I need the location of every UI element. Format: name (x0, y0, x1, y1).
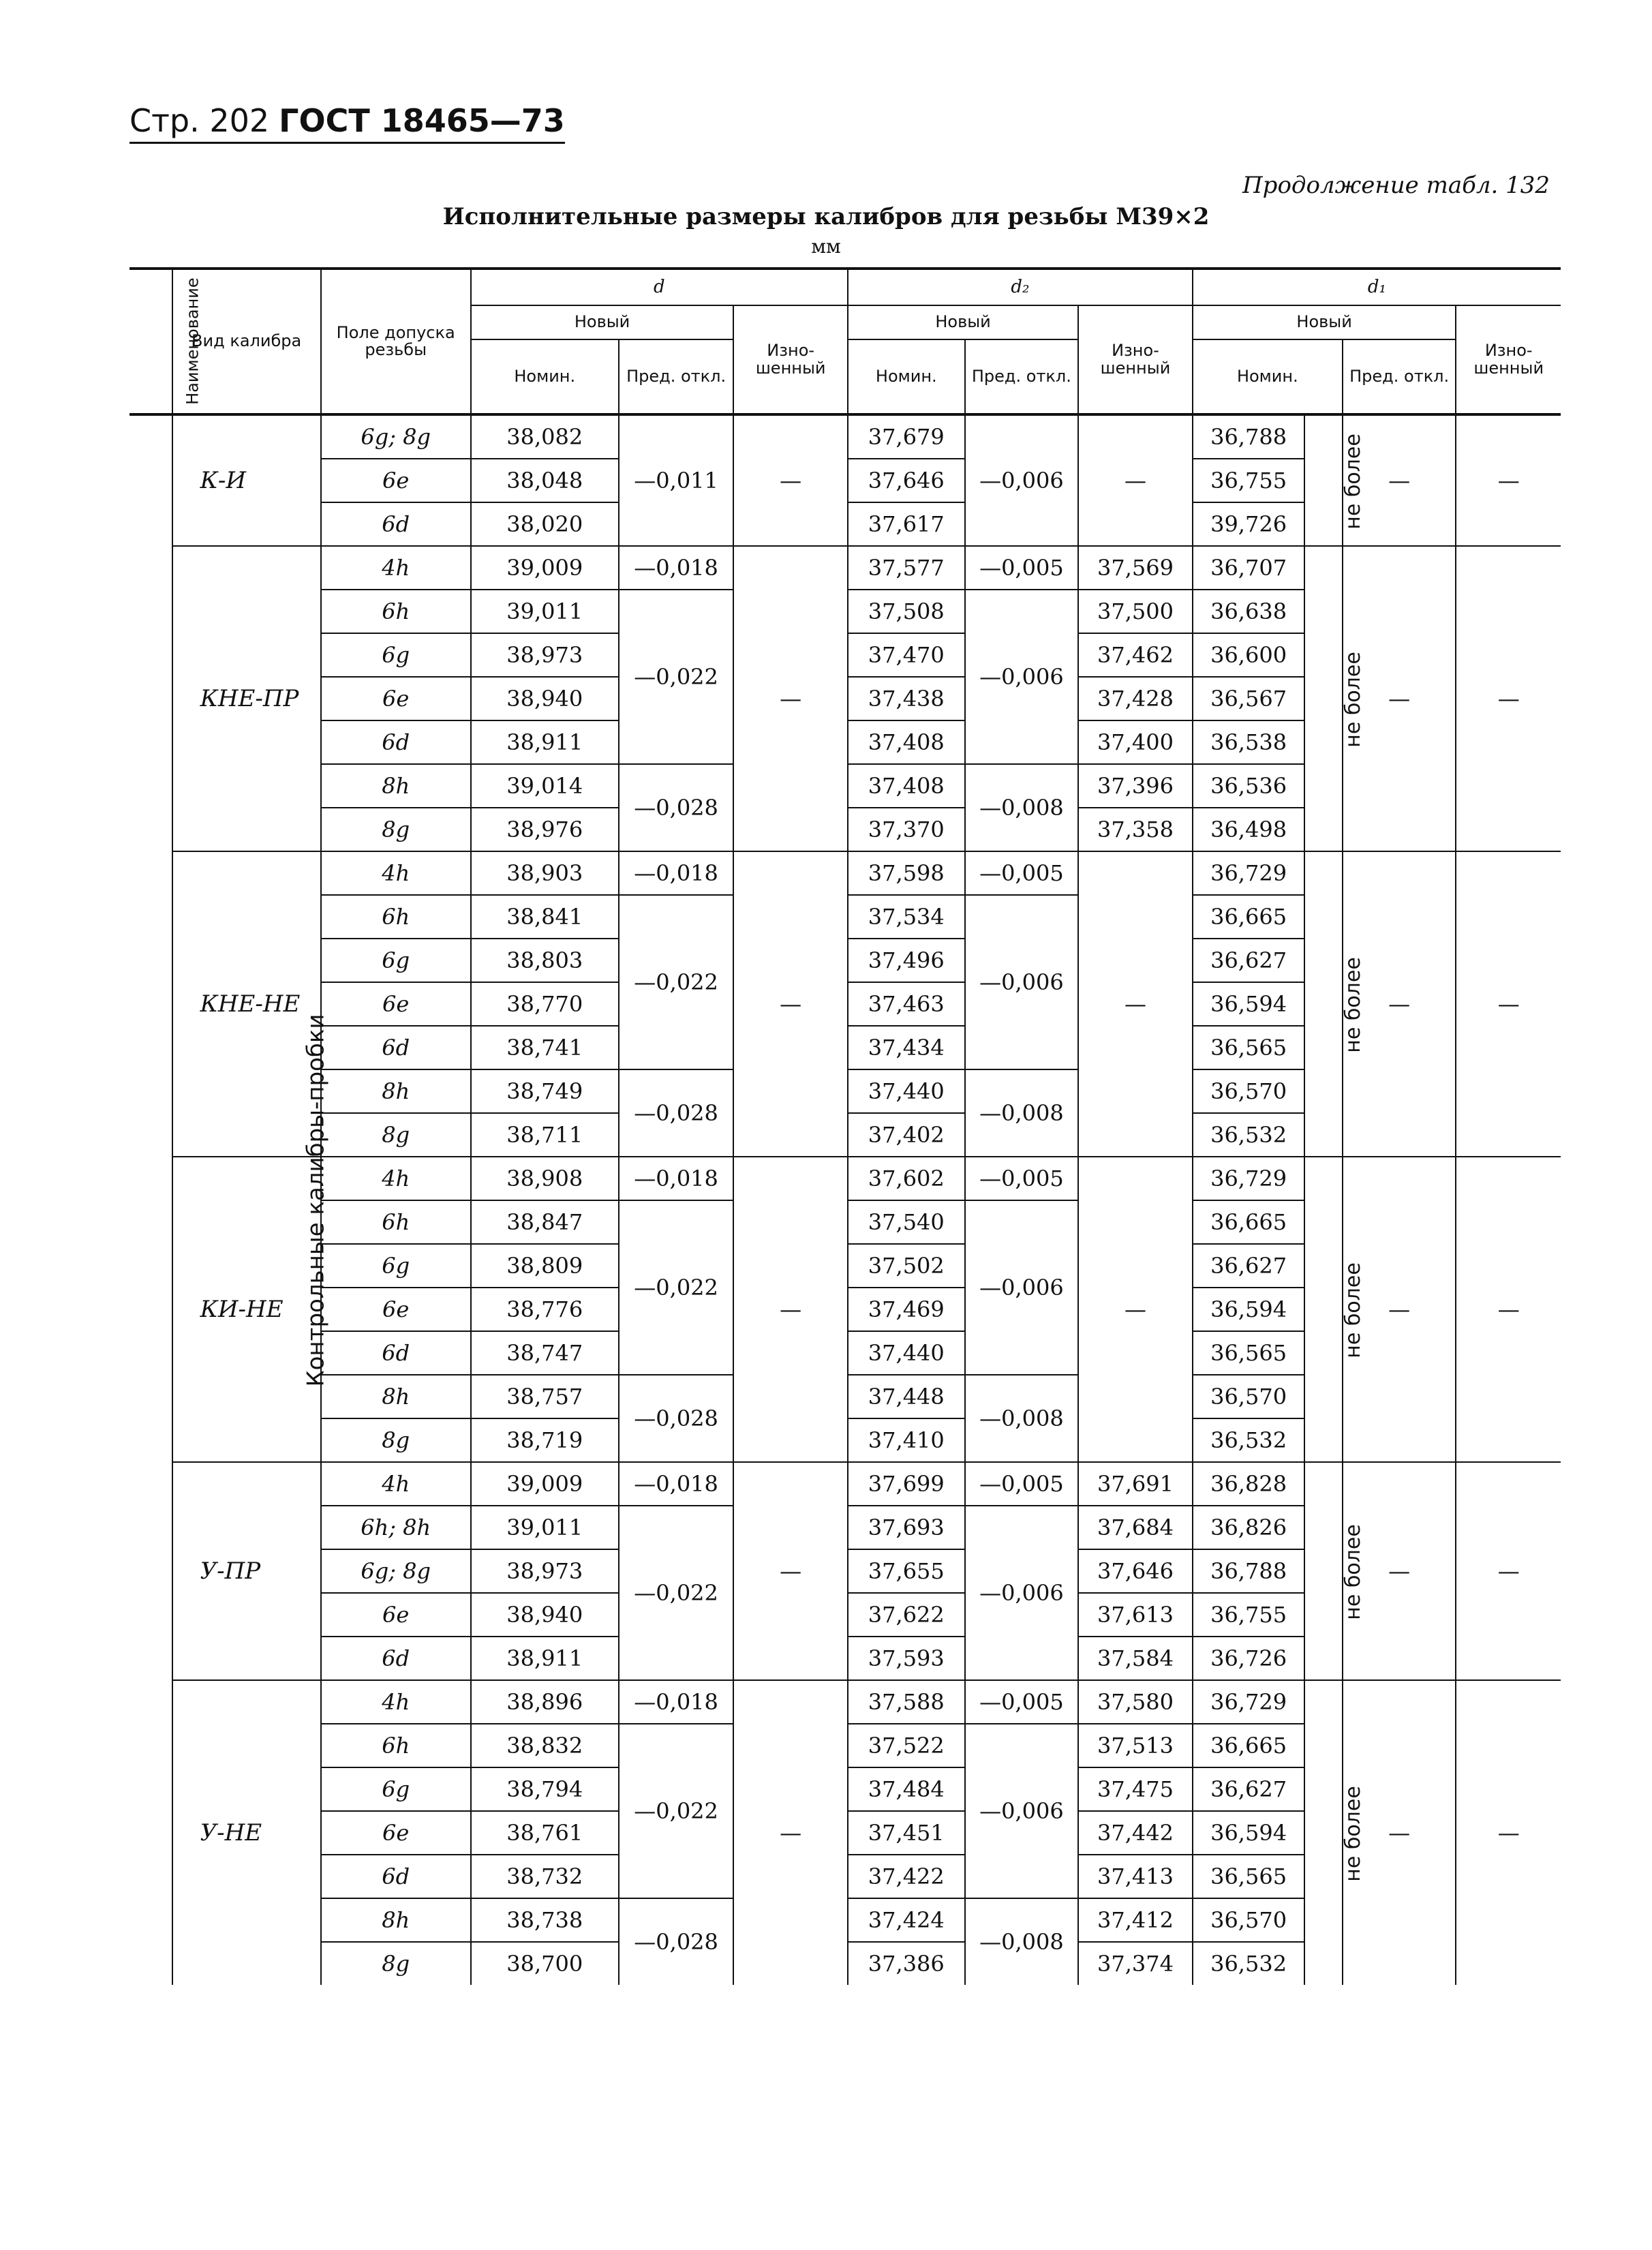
d2-deviation-cell: —0,005 (965, 1157, 1079, 1200)
tolerance-field-cell: 6d (321, 502, 471, 546)
no-more-note: не более (1304, 1157, 1343, 1462)
d-deviation-cell: —0,018 (619, 1462, 734, 1506)
header-d-deviation: Пред. откл. (619, 339, 734, 414)
tolerance-field-cell: 6e (321, 1593, 471, 1637)
d1-worn-cell: — (1456, 1680, 1561, 1985)
d-deviation-cell: —0,018 (619, 546, 734, 590)
d-nominal-cell: 38,741 (471, 1026, 619, 1069)
header-d1-deviation: Пред. откл. (1343, 339, 1456, 414)
d1-deviation-cell: — (1343, 1157, 1456, 1462)
tolerance-field-cell: 6g (321, 1244, 471, 1288)
d-nominal-cell: 38,794 (471, 1767, 619, 1811)
d2-nominal-cell: 37,434 (848, 1026, 965, 1069)
d-nominal-cell: 38,700 (471, 1942, 619, 1985)
d1-nominal-cell: 36,570 (1193, 1898, 1305, 1942)
tolerance-field-cell: 8h (321, 1898, 471, 1942)
d-worn-cell: — (733, 1462, 848, 1680)
d-nominal-cell: 38,749 (471, 1069, 619, 1113)
d2-nominal-cell: 37,448 (848, 1375, 965, 1418)
d1-nominal-cell: 36,498 (1193, 808, 1305, 851)
tolerance-field-cell: 8h (321, 764, 471, 808)
gauge-type-label: К-И (172, 414, 321, 546)
tolerance-field-cell: 6e (321, 982, 471, 1026)
d2-worn-cell: 37,475 (1078, 1767, 1193, 1811)
d-deviation-cell: —0,022 (619, 1506, 734, 1680)
d-worn-cell: — (733, 1157, 848, 1462)
d-nominal-cell: 38,020 (471, 502, 619, 546)
tolerance-field-cell: 8g (321, 1418, 471, 1462)
d1-nominal-cell: 36,627 (1193, 1244, 1305, 1288)
d2-worn-cell: 37,412 (1078, 1898, 1193, 1942)
tolerance-field-cell: 6e (321, 459, 471, 502)
header-gauge-type: Вид калибра (172, 269, 321, 414)
d-nominal-cell: 38,973 (471, 1549, 619, 1593)
d1-worn-cell: — (1456, 414, 1561, 546)
d2-worn-cell: — (1078, 851, 1193, 1157)
d-worn-cell: — (733, 1680, 848, 1985)
d1-worn-cell: — (1456, 1462, 1561, 1680)
tolerance-field-cell: 6g; 8g (321, 1549, 471, 1593)
header-d1: d₁ (1193, 269, 1561, 305)
d-nominal-cell: 38,940 (471, 677, 619, 720)
page-number: Стр. 202 (129, 102, 270, 139)
tolerance-field-cell: 6h (321, 1724, 471, 1767)
tolerance-field-cell: 4h (321, 1462, 471, 1506)
d1-nominal-cell: 36,565 (1193, 1026, 1305, 1069)
d2-worn-cell: 37,428 (1078, 677, 1193, 720)
d-deviation-cell: —0,018 (619, 1157, 734, 1200)
d2-nominal-cell: 37,622 (848, 1593, 965, 1637)
d-nominal-cell: 38,908 (471, 1157, 619, 1200)
table-title: Исполнительные размеры калибров для резьбы М39×2 (442, 203, 1210, 230)
d1-deviation-cell: — (1343, 546, 1456, 851)
d-nominal-cell: 39,011 (471, 1506, 619, 1549)
d-nominal-cell: 38,911 (471, 1637, 619, 1680)
d-worn-cell: — (733, 851, 848, 1157)
d-deviation-cell: —0,022 (619, 590, 734, 764)
d-nominal-cell: 38,761 (471, 1811, 619, 1855)
d2-nominal-cell: 37,617 (848, 502, 965, 546)
d2-nominal-cell: 37,402 (848, 1113, 965, 1157)
d2-nominal-cell: 37,484 (848, 1767, 965, 1811)
d2-worn-cell: 37,400 (1078, 720, 1193, 764)
d2-nominal-cell: 37,540 (848, 1200, 965, 1244)
d-nominal-cell: 38,832 (471, 1724, 619, 1767)
d2-worn-cell: 37,613 (1078, 1593, 1193, 1637)
tolerance-field-cell: 4h (321, 851, 471, 895)
d1-nominal-cell: 36,594 (1193, 1811, 1305, 1855)
d1-nominal-cell: 36,538 (1193, 720, 1305, 764)
gauge-type-label: У-НЕ (172, 1680, 321, 1985)
d-nominal-cell: 38,976 (471, 808, 619, 851)
header-d-nominal: Номин. (471, 339, 619, 414)
d2-worn-cell: 37,442 (1078, 1811, 1193, 1855)
header-d1-new: Новый (1193, 305, 1456, 339)
d2-nominal-cell: 37,370 (848, 808, 965, 851)
d-nominal-cell: 38,841 (471, 895, 619, 939)
tolerance-field-cell: 6g; 8g (321, 414, 471, 459)
d1-nominal-cell: 36,638 (1193, 590, 1305, 633)
d-nominal-cell: 39,014 (471, 764, 619, 808)
d1-nominal-cell: 36,565 (1193, 1331, 1305, 1375)
header-d2: d₂ (848, 269, 1193, 305)
d2-nominal-cell: 37,470 (848, 633, 965, 677)
table-row (129, 546, 1561, 590)
tolerance-field-cell: 8h (321, 1375, 471, 1418)
d2-worn-cell: 37,374 (1078, 1942, 1193, 1985)
d-nominal-cell: 38,757 (471, 1375, 619, 1418)
d-nominal-cell: 39,009 (471, 546, 619, 590)
d2-worn-cell: 37,580 (1078, 1680, 1193, 1724)
tolerance-field-cell: 6h (321, 590, 471, 633)
d-nominal-cell: 38,903 (471, 851, 619, 895)
d-nominal-cell: 38,911 (471, 720, 619, 764)
d1-deviation-cell: — (1343, 851, 1456, 1157)
category-label: Контрольные калибры-пробки (302, 1014, 330, 1387)
header-d-worn: Изно-шенный (733, 305, 848, 414)
header-tolerance-field: Поле допуска резьбы (321, 269, 471, 414)
tolerance-field-cell: 4h (321, 1157, 471, 1200)
tolerance-field-cell: 8h (321, 1069, 471, 1113)
d2-nominal-cell: 37,522 (848, 1724, 965, 1767)
d-nominal-cell: 38,082 (471, 414, 619, 459)
d-deviation-cell: —0,028 (619, 1069, 734, 1157)
gauge-type-label: КНЕ-ПР (172, 546, 321, 851)
d1-nominal-cell: 36,532 (1193, 1418, 1305, 1462)
tolerance-field-cell: 8g (321, 1942, 471, 1985)
d1-worn-cell: — (1456, 546, 1561, 851)
d2-deviation-cell: —0,008 (965, 764, 1079, 851)
table-continuation-note: Продолжение табл. 132 (1242, 172, 1550, 199)
d2-worn-cell: 37,513 (1078, 1724, 1193, 1767)
d-worn-cell: — (733, 546, 848, 851)
tolerance-field-cell: 6e (321, 1811, 471, 1855)
d-nominal-cell: 38,803 (471, 939, 619, 982)
d2-nominal-cell: 37,508 (848, 590, 965, 633)
d1-nominal-cell: 36,532 (1193, 1113, 1305, 1157)
header-d2-new: Новый (848, 305, 1078, 339)
tolerance-field-cell: 4h (321, 546, 471, 590)
d2-deviation-cell: —0,005 (965, 1462, 1079, 1506)
gauge-type-label: У-ПР (172, 1462, 321, 1680)
d-nominal-cell: 39,009 (471, 1462, 619, 1506)
d2-worn-cell: — (1078, 1157, 1193, 1462)
table-unit: мм (811, 235, 841, 258)
d1-nominal-cell: 36,707 (1193, 546, 1305, 590)
d2-worn-cell: — (1078, 414, 1193, 546)
d-nominal-cell: 38,747 (471, 1331, 619, 1375)
d2-worn-cell: 37,646 (1078, 1549, 1193, 1593)
table-row (129, 1680, 1561, 1724)
tolerance-field-cell: 6h; 8h (321, 1506, 471, 1549)
d-nominal-cell: 39,011 (471, 590, 619, 633)
d2-deviation-cell: —0,006 (965, 1200, 1079, 1375)
d2-deviation-cell: —0,005 (965, 546, 1079, 590)
no-more-note: не более (1304, 851, 1343, 1157)
d2-deviation-cell: —0,006 (965, 590, 1079, 764)
d1-nominal-cell: 36,594 (1193, 1288, 1305, 1331)
table-row (129, 1157, 1561, 1200)
d1-nominal-cell: 36,594 (1193, 982, 1305, 1026)
d1-nominal-cell: 36,726 (1193, 1637, 1305, 1680)
d2-nominal-cell: 37,496 (848, 939, 965, 982)
d2-nominal-cell: 37,534 (848, 895, 965, 939)
d2-worn-cell: 37,569 (1078, 546, 1193, 590)
d2-worn-cell: 37,684 (1078, 1506, 1193, 1549)
d1-nominal-cell: 36,755 (1193, 1593, 1305, 1637)
header-d1-worn: Изно-шенный (1456, 305, 1561, 414)
standard-number: ГОСТ 18465—73 (279, 102, 565, 139)
d1-nominal-cell: 36,567 (1193, 677, 1305, 720)
d2-nominal-cell: 37,588 (848, 1680, 965, 1724)
tolerance-field-cell: 6d (321, 1026, 471, 1069)
d1-nominal-cell: 36,627 (1193, 939, 1305, 982)
d2-nominal-cell: 37,469 (848, 1288, 965, 1331)
d-worn-cell: — (733, 414, 848, 546)
d1-nominal-cell: 36,788 (1193, 414, 1305, 459)
tolerance-field-cell: 6g (321, 633, 471, 677)
d2-deviation-cell: —0,006 (965, 1506, 1079, 1680)
no-more-note: не более (1304, 1462, 1343, 1680)
header-d: d (471, 269, 848, 305)
tolerance-field-cell: 8g (321, 1113, 471, 1157)
tolerance-field-cell: 6d (321, 1331, 471, 1375)
tolerance-field-cell: 8g (321, 808, 471, 851)
d-nominal-cell: 38,776 (471, 1288, 619, 1331)
d-deviation-cell: —0,028 (619, 1898, 734, 1985)
header-name: Наименование (129, 269, 172, 414)
d2-deviation-cell: —0,006 (965, 895, 1079, 1069)
d-deviation-cell: —0,028 (619, 1375, 734, 1462)
d1-nominal-cell: 36,532 (1193, 1942, 1305, 1985)
d1-nominal-cell: 36,755 (1193, 459, 1305, 502)
d1-deviation-cell: — (1343, 414, 1456, 546)
d-nominal-cell: 38,738 (471, 1898, 619, 1942)
d2-deviation-cell: —0,008 (965, 1069, 1079, 1157)
d2-deviation-cell: —0,008 (965, 1375, 1079, 1462)
d2-nominal-cell: 37,440 (848, 1069, 965, 1113)
d2-deviation-cell: —0,006 (965, 1724, 1079, 1898)
no-more-note: не более (1304, 1680, 1343, 1985)
d-deviation-cell: —0,018 (619, 1680, 734, 1724)
page-header (129, 102, 565, 144)
tolerance-field-cell: 6d (321, 1637, 471, 1680)
d-deviation-cell: —0,022 (619, 1200, 734, 1375)
d2-nominal-cell: 37,463 (848, 982, 965, 1026)
d-nominal-cell: 38,940 (471, 1593, 619, 1637)
d2-nominal-cell: 37,408 (848, 764, 965, 808)
d1-nominal-cell: 36,788 (1193, 1549, 1305, 1593)
d2-worn-cell: 37,413 (1078, 1855, 1193, 1898)
d2-nominal-cell: 37,679 (848, 414, 965, 459)
d2-nominal-cell: 37,598 (848, 851, 965, 895)
d2-nominal-cell: 37,438 (848, 677, 965, 720)
header-d2-worn: Изно-шенный (1078, 305, 1193, 414)
d1-deviation-cell: — (1343, 1680, 1456, 1985)
tolerance-field-cell: 4h (321, 1680, 471, 1724)
d1-nominal-cell: 36,600 (1193, 633, 1305, 677)
tolerance-field-cell: 6d (321, 1855, 471, 1898)
d2-worn-cell: 37,462 (1078, 633, 1193, 677)
d1-nominal-cell: 36,665 (1193, 895, 1305, 939)
d2-nominal-cell: 37,408 (848, 720, 965, 764)
d-nominal-cell: 38,048 (471, 459, 619, 502)
tolerance-field-cell: 6e (321, 677, 471, 720)
header-d1-nominal: Номин. (1193, 339, 1343, 414)
d2-deviation-cell: —0,005 (965, 1680, 1079, 1724)
gauge-type-label: КИ-НЕ (172, 1157, 321, 1462)
header-d2-nominal: Номин. (848, 339, 965, 414)
d-nominal-cell: 38,809 (471, 1244, 619, 1288)
d1-nominal-cell: 39,726 (1193, 502, 1305, 546)
d1-nominal-cell: 36,826 (1193, 1506, 1305, 1549)
d-nominal-cell: 38,896 (471, 1680, 619, 1724)
d1-nominal-cell: 36,729 (1193, 1680, 1305, 1724)
d1-worn-cell: — (1456, 851, 1561, 1157)
d-deviation-cell: —0,028 (619, 764, 734, 851)
header-d-new: Новый (471, 305, 734, 339)
d-nominal-cell: 38,719 (471, 1418, 619, 1462)
d1-nominal-cell: 36,729 (1193, 1157, 1305, 1200)
d2-nominal-cell: 37,577 (848, 546, 965, 590)
d-nominal-cell: 38,770 (471, 982, 619, 1026)
d2-worn-cell: 37,396 (1078, 764, 1193, 808)
no-more-note: не более (1304, 546, 1343, 851)
d1-nominal-cell: 36,570 (1193, 1375, 1305, 1418)
d-deviation-cell: —0,022 (619, 1724, 734, 1898)
d2-deviation-cell: —0,005 (965, 851, 1079, 895)
gauge-dimensions-table (129, 267, 1561, 1985)
d1-nominal-cell: 36,665 (1193, 1200, 1305, 1244)
d-nominal-cell: 38,973 (471, 633, 619, 677)
d1-deviation-cell: — (1343, 1462, 1456, 1680)
d2-nominal-cell: 37,424 (848, 1898, 965, 1942)
table-row (129, 851, 1561, 895)
header-d2-deviation: Пред. откл. (965, 339, 1079, 414)
d2-nominal-cell: 37,451 (848, 1811, 965, 1855)
d2-deviation-cell: —0,008 (965, 1898, 1079, 1985)
no-more-note: не более (1304, 414, 1343, 546)
d-nominal-cell: 38,711 (471, 1113, 619, 1157)
d2-worn-cell: 37,500 (1078, 590, 1193, 633)
d1-nominal-cell: 36,729 (1193, 851, 1305, 895)
d2-worn-cell: 37,358 (1078, 808, 1193, 851)
gauge-type-label: КНЕ-НЕ (172, 851, 321, 1157)
tolerance-field-cell: 6d (321, 720, 471, 764)
d2-nominal-cell: 37,693 (848, 1506, 965, 1549)
d2-worn-cell: 37,584 (1078, 1637, 1193, 1680)
tolerance-field-cell: 6h (321, 895, 471, 939)
d-deviation-cell: —0,011 (619, 414, 734, 546)
d2-nominal-cell: 37,440 (848, 1331, 965, 1375)
d-nominal-cell: 38,732 (471, 1855, 619, 1898)
d2-nominal-cell: 37,602 (848, 1157, 965, 1200)
d1-nominal-cell: 36,627 (1193, 1767, 1305, 1811)
tolerance-field-cell: 6g (321, 1767, 471, 1811)
d1-nominal-cell: 36,665 (1193, 1724, 1305, 1767)
d2-nominal-cell: 37,593 (848, 1637, 965, 1680)
d2-nominal-cell: 37,386 (848, 1942, 965, 1985)
d1-nominal-cell: 36,536 (1193, 764, 1305, 808)
d1-worn-cell: — (1456, 1157, 1561, 1462)
d2-nominal-cell: 37,699 (848, 1462, 965, 1506)
tolerance-field-cell: 6g (321, 939, 471, 982)
d2-nominal-cell: 37,422 (848, 1855, 965, 1898)
d-deviation-cell: —0,022 (619, 895, 734, 1069)
d2-deviation-cell: —0,006 (965, 414, 1079, 546)
d1-nominal-cell: 36,570 (1193, 1069, 1305, 1113)
tolerance-field-cell: 6e (321, 1288, 471, 1331)
d2-nominal-cell: 37,410 (848, 1418, 965, 1462)
tolerance-field-cell: 6h (321, 1200, 471, 1244)
table-row (129, 1462, 1561, 1506)
d1-nominal-cell: 36,828 (1193, 1462, 1305, 1506)
table-row (129, 414, 1561, 459)
d2-nominal-cell: 37,646 (848, 459, 965, 502)
d2-nominal-cell: 37,502 (848, 1244, 965, 1288)
d-deviation-cell: —0,018 (619, 851, 734, 895)
d-nominal-cell: 38,847 (471, 1200, 619, 1244)
d2-worn-cell: 37,691 (1078, 1462, 1193, 1506)
d2-nominal-cell: 37,655 (848, 1549, 965, 1593)
d1-nominal-cell: 36,565 (1193, 1855, 1305, 1898)
